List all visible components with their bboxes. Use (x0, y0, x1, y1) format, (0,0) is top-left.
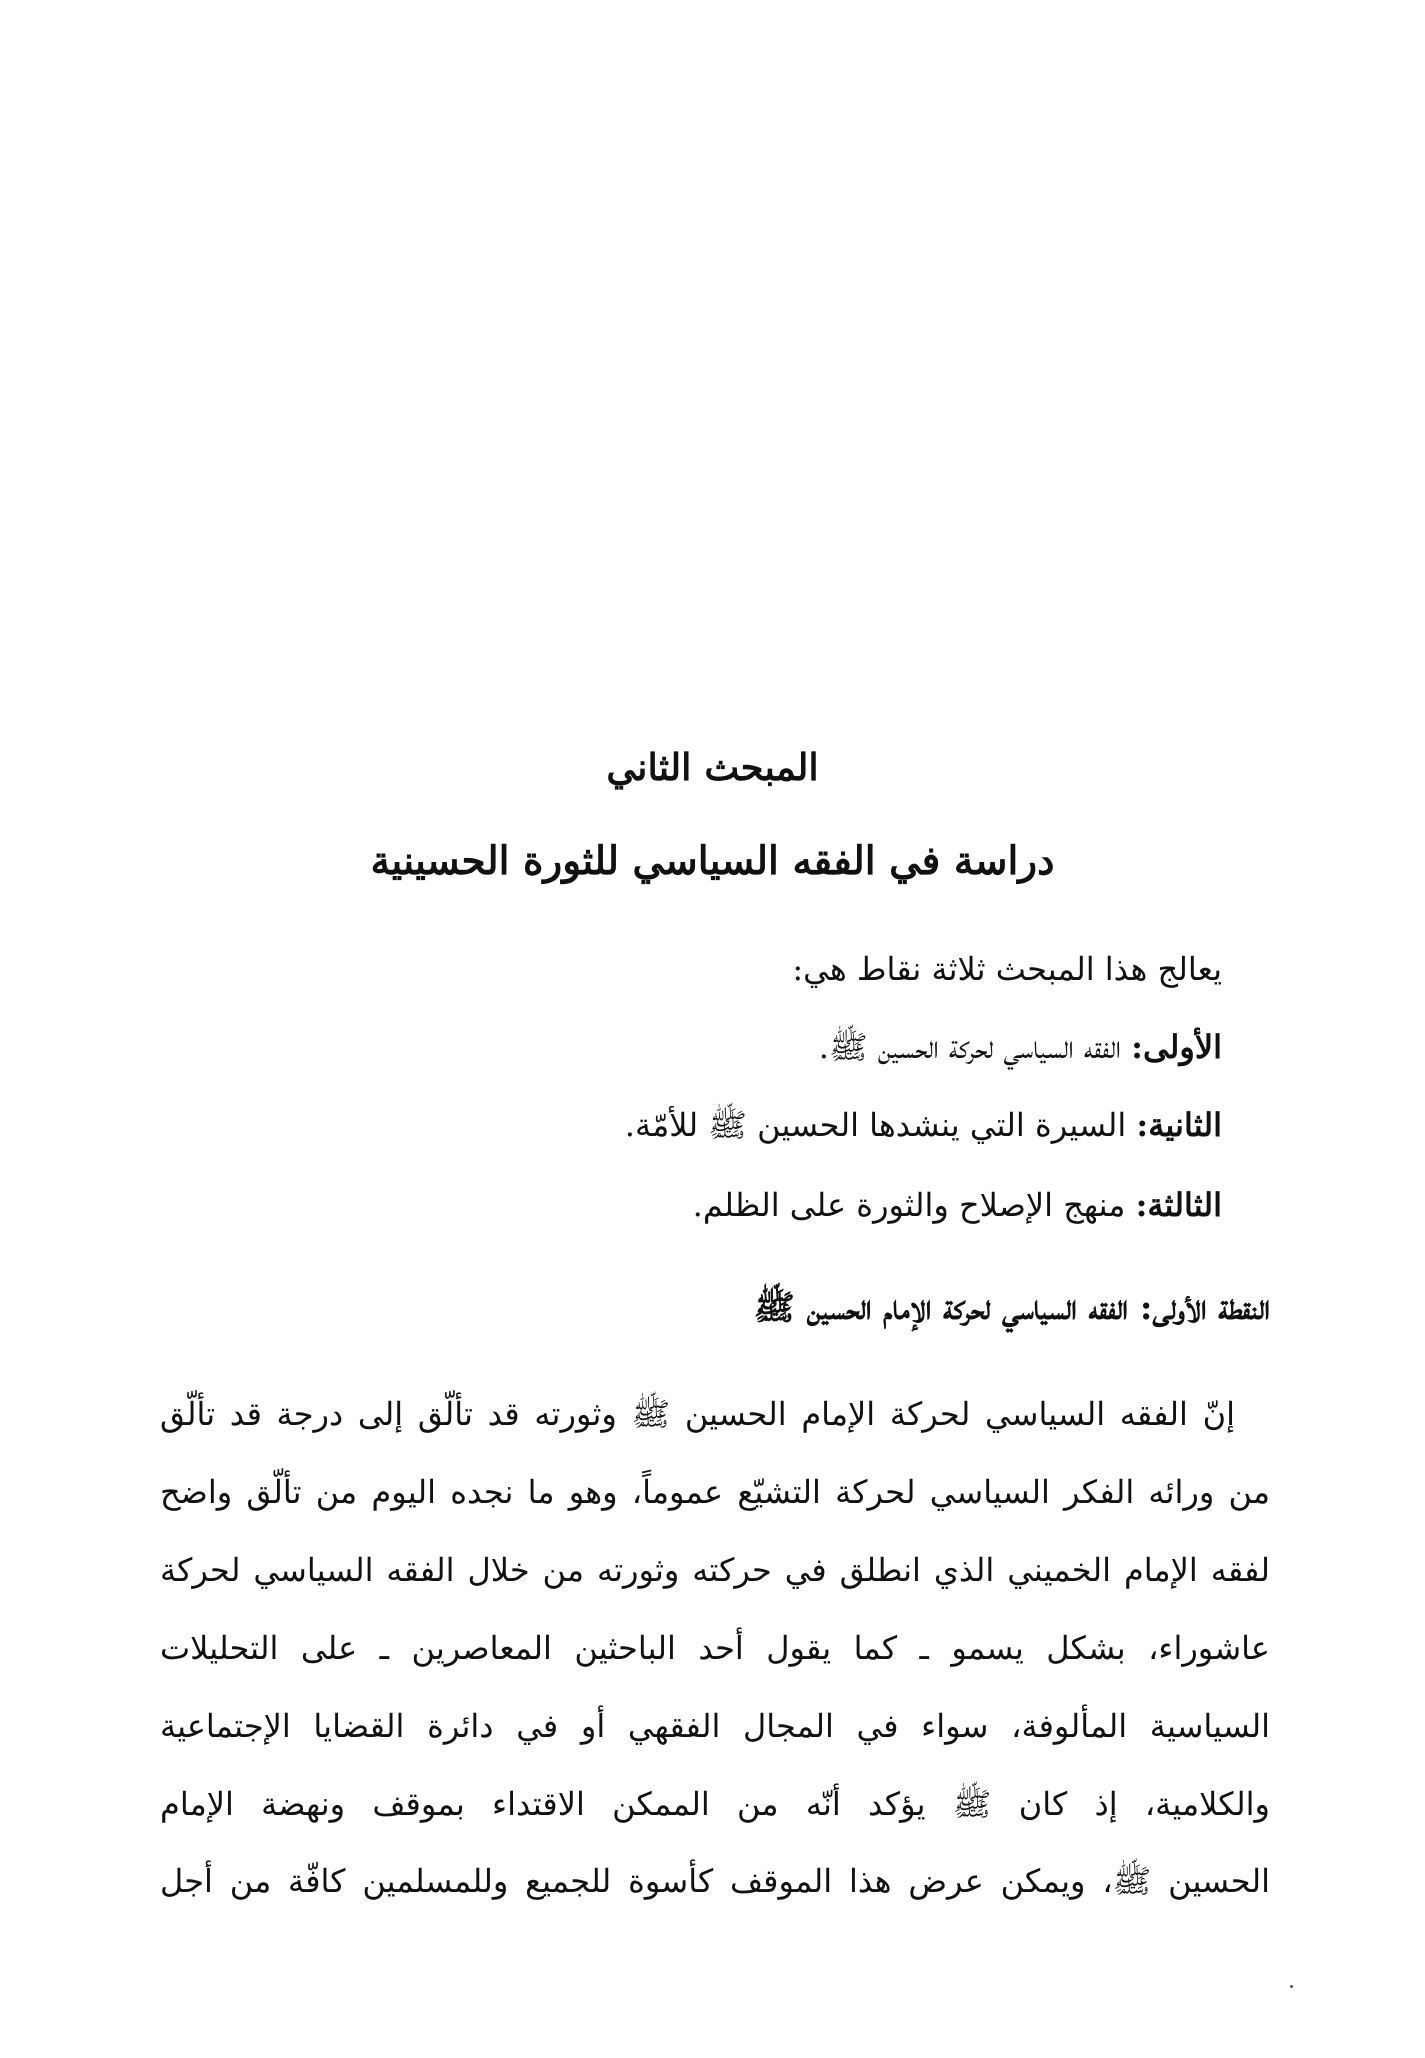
paragraph-line: الحسين ﷺ، ويمكن عرض هذا الموقف كأسوة للجميع وللمسلمين كافّة من أجل (160, 1862, 1270, 1900)
paragraph-line: لفقه الإمام الخميني الذي انطلق في حركته وثورته من خلال الفقه السياسي لحركة (160, 1551, 1270, 1589)
point-text: الفقه السياسي لحركة الحسين ﷺ. (818, 1028, 1132, 1066)
point-label: الأولى: (1131, 1028, 1222, 1066)
paragraph-line: والكلامية، إذ كان ﷺ يؤكد أنّه من الممكن الاقتداء بموقف ونهضة الإمام (160, 1785, 1270, 1823)
point-text: السيرة التي ينشدها الحسين ﷺ للأمّة. (624, 1106, 1137, 1144)
paragraph-line: عاشوراء، بشكل يسمو ـ كما يقول أحد الباحثين المعاصرين ـ على التحليلات (160, 1629, 1270, 1667)
point-label: الثالثة: (1135, 1186, 1222, 1224)
paragraph-line: من ورائه الفكر السياسي لحركة التشيّع عموماً، وهو ما نجده اليوم من تألّق واضح (160, 1473, 1271, 1511)
point-second (625, 1106, 1222, 1152)
section-heading: المبحث الثاني (606, 745, 819, 789)
point-third (693, 1186, 1222, 1224)
scan-speck (1290, 1985, 1293, 1988)
chapter-title: دراسة في الفقه السياسي للثورة الحسينية (370, 838, 1055, 884)
intro-line: يعالج هذا المبحث ثلاثة نقاط هي: (792, 950, 1222, 988)
point-first (819, 1028, 1222, 1074)
paragraph-line: السياسية المألوفة، سواء في المجال الفقهي أو في دائرة القضايا الإجتماعية (160, 1707, 1270, 1745)
paragraph-line: إنّ الفقه السياسي لحركة الإمام الحسين ﷺ وثورته قد تألّق إلى درجة قد تألّق (160, 1395, 1235, 1433)
point-text: منهج الإصلاح والثورة على الظلم. (692, 1186, 1136, 1224)
point-label: الثانية: (1136, 1106, 1222, 1144)
subsection-title: النقطة الأولى: الفقه السياسي لحركة الإمام الحسين ﷺ (753, 1288, 1270, 1328)
